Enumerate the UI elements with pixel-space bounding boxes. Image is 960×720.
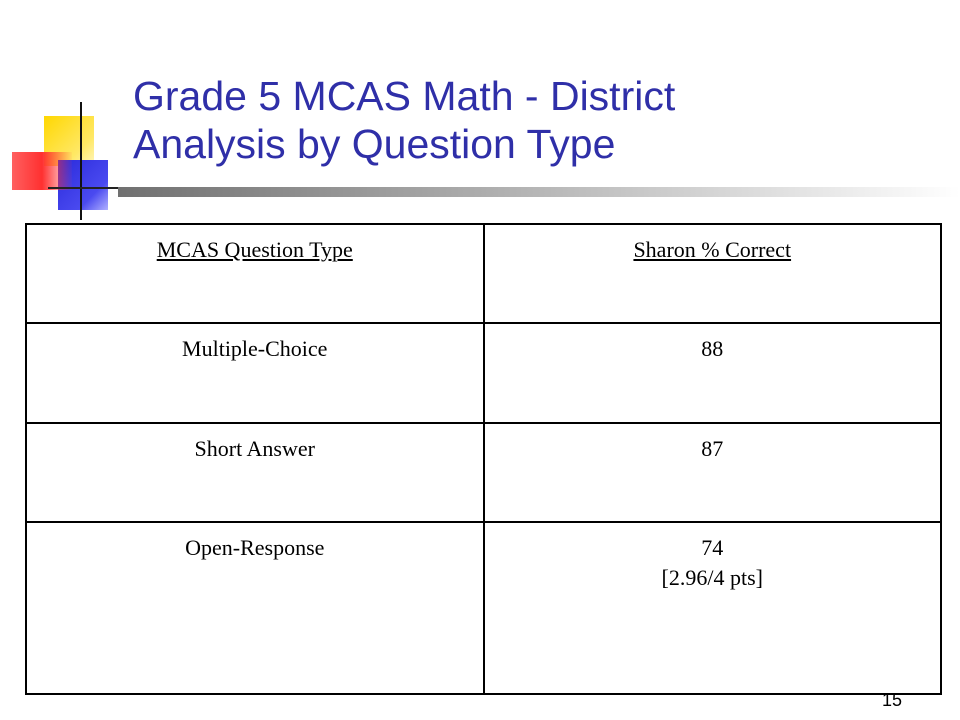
row-percent-correct: 87: [484, 423, 942, 522]
vertical-line: [80, 102, 82, 220]
table-row: [26, 323, 941, 422]
title-underline-rule: [118, 187, 960, 197]
table-header-row: [26, 224, 941, 323]
row-percent-correct: 74: [701, 534, 724, 560]
row-question-type: Open-Response: [26, 522, 484, 694]
row-percent-correct-cell: [484, 522, 942, 694]
row-question-type: Short Answer: [26, 423, 484, 522]
table-row: [26, 423, 941, 522]
header-question-type: MCAS Question Type: [26, 224, 484, 323]
slide-title: [133, 72, 675, 168]
row-points-note: [2.96/4 pts]: [661, 564, 763, 590]
slide-title-line-2: Analysis by Question Type: [133, 121, 616, 167]
results-table: [25, 223, 942, 695]
row-question-type: Multiple-Choice: [26, 323, 484, 422]
row-percent-correct: 88: [484, 323, 942, 422]
table-row: [26, 522, 941, 694]
slide-title-line-1: Grade 5 MCAS Math - District: [133, 73, 676, 119]
header-percent-correct: Sharon % Correct: [484, 224, 942, 323]
red-square: [12, 152, 72, 190]
slide-number: 15: [882, 690, 903, 710]
